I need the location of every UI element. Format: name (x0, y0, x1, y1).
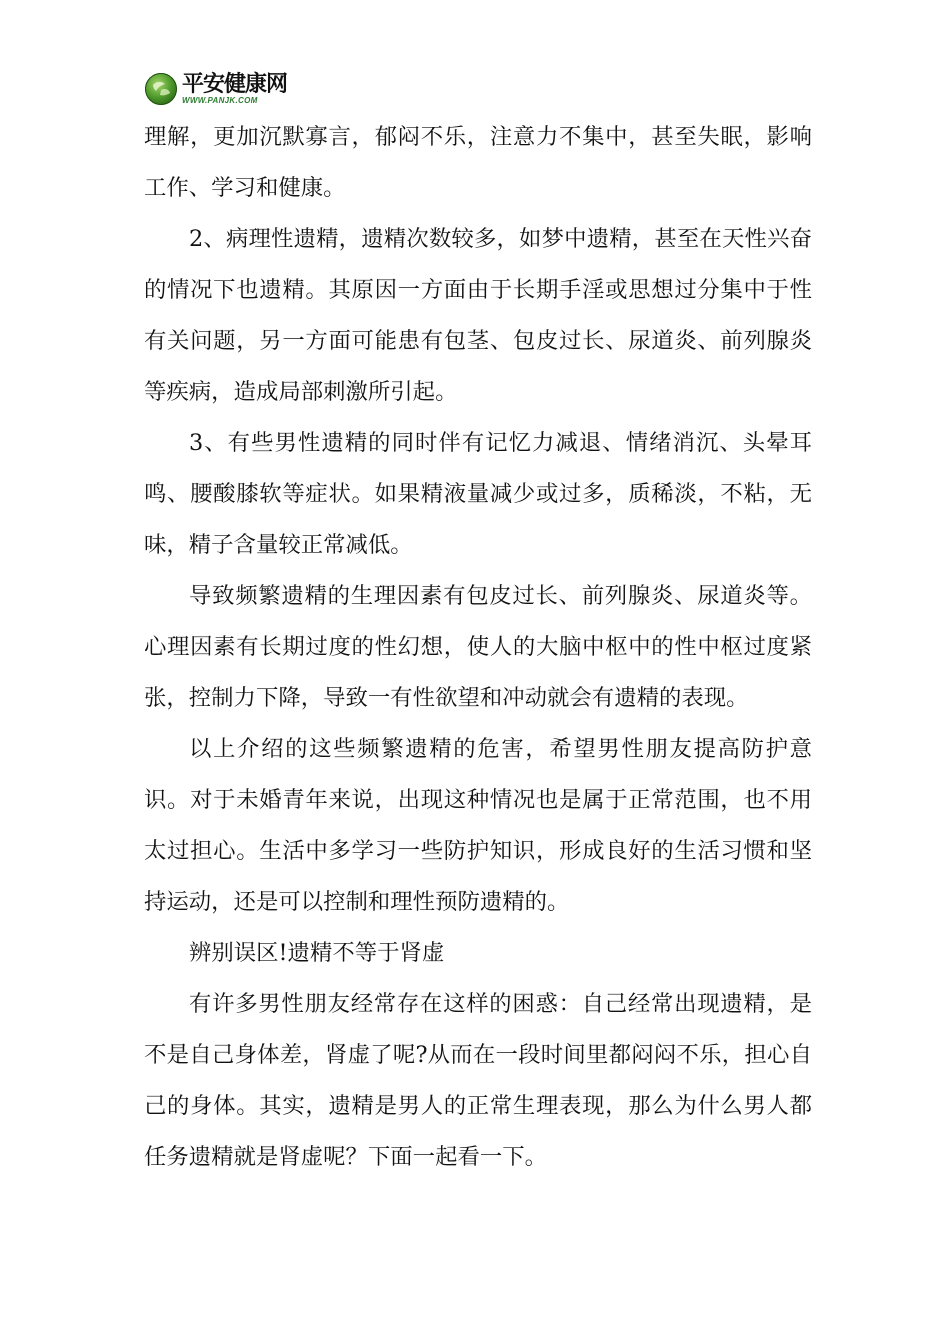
paragraph-2: 2、病理性遗精，遗精次数较多，如梦中遗精，甚至在天性兴奋的情况下也遗精。其原因一方面由于长期手淫或思想过分集中于性有关问题，另一方面可能患有包茎、包皮过长、尿道炎、前列腺炎等疾病，造成局部刺激所引起。 (144, 226, 812, 405)
paragraph-1: 理解，更加沉默寡言，郁闷不乐，注意力不集中，甚至失眠，影响工作、学习和健康。 (144, 124, 812, 201)
paragraph-6: 有许多男性朋友经常存在这样的困惑：自己经常出现遗精，是不是自己身体差，肾虚了呢?从而在一段时间里都闷闷不乐，担心自己的身体。其实，遗精是男人的正常生理表现，那么为什么男人都任务遗精就是肾虚呢？下面一起看一下。 (144, 991, 812, 1170)
globe-leaf-logo-icon (144, 72, 178, 106)
paragraph-5: 以上介绍的这些频繁遗精的危害，希望男性朋友提高防护意识。对于未婚青年来说，出现这种情况也是属于正常范围，也不用太过担心。生活中多学习一些防护知识，形成良好的生活习惯和坚持运动，还是可以控制和理性预防遗精的。 (144, 736, 812, 915)
paragraph-4: 导致频繁遗精的生理因素有包皮过长、前列腺炎、尿道炎等。心理因素有长期过度的性幻想，使人的大脑中枢中的性中枢过度紧张，控制力下降，导致一有性欲望和冲动就会有遗精的表现。 (144, 583, 812, 711)
site-header (144, 70, 287, 108)
site-logo (182, 71, 288, 105)
document-body (144, 112, 812, 1183)
logo-url: WWW.PANJK.COM (182, 95, 258, 105)
paragraph-3: 3、有些男性遗精的同时伴有记忆力减退、情绪消沉、头晕耳鸣、腰酸膝软等症状。如果精液量减少或过多，质稀淡，不粘，无味，精子含量较正常减低。 (144, 430, 812, 558)
logo-title: 平安健康网 (182, 71, 288, 97)
section-heading: 辨别误区!遗精不等于肾虚 (189, 940, 445, 966)
